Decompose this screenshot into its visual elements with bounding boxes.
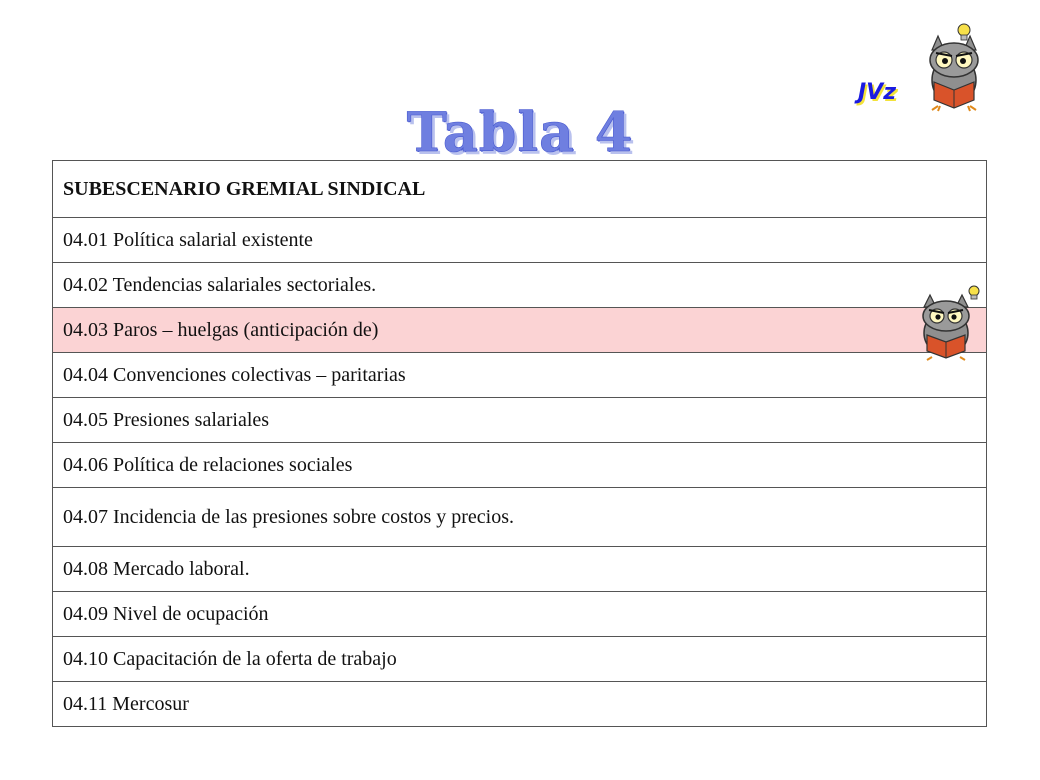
page-title: Tabla 4: [406, 100, 634, 164]
table-cell: 04.02 Tendencias salariales sectoriales.: [53, 263, 987, 308]
table-cell: 04.08 Mercado laboral.: [53, 547, 987, 592]
table-row-highlighted: [53, 308, 987, 353]
subscenario-table: [52, 160, 987, 727]
table-row: [53, 443, 987, 488]
table-row: [53, 488, 987, 547]
table-cell: 04.09 Nivel de ocupación: [53, 592, 987, 637]
table-row: [53, 218, 987, 263]
table-cell: 04.01 Política salarial existente: [53, 218, 987, 263]
brand-logo-text: JVz: [858, 80, 897, 105]
table-row: [53, 547, 987, 592]
table-cell: 04.07 Incidencia de las presiones sobre costos y precios.: [53, 488, 987, 547]
owl-reading-book-icon: [912, 283, 988, 361]
table-row: [53, 592, 987, 637]
table-row: [53, 263, 987, 308]
table-cell: 04.11 Mercosur: [53, 682, 987, 727]
table-header-cell: SUBESCENARIO GREMIAL SINDICAL: [53, 161, 987, 218]
table-header-row: [53, 161, 987, 218]
table-row: [53, 398, 987, 443]
table-cell: 04.06 Política de relaciones sociales: [53, 443, 987, 488]
owl-reading-book-icon: [918, 20, 996, 112]
table-row: [53, 682, 987, 727]
table-cell: 04.04 Convenciones colectivas – paritarias: [53, 353, 987, 398]
table-cell: 04.03 Paros – huelgas (anticipación de): [53, 308, 987, 353]
table-row: [53, 353, 987, 398]
table-cell: 04.05 Presiones salariales: [53, 398, 987, 443]
table-cell: 04.10 Capacitación de la oferta de trabajo: [53, 637, 987, 682]
table-row: [53, 637, 987, 682]
